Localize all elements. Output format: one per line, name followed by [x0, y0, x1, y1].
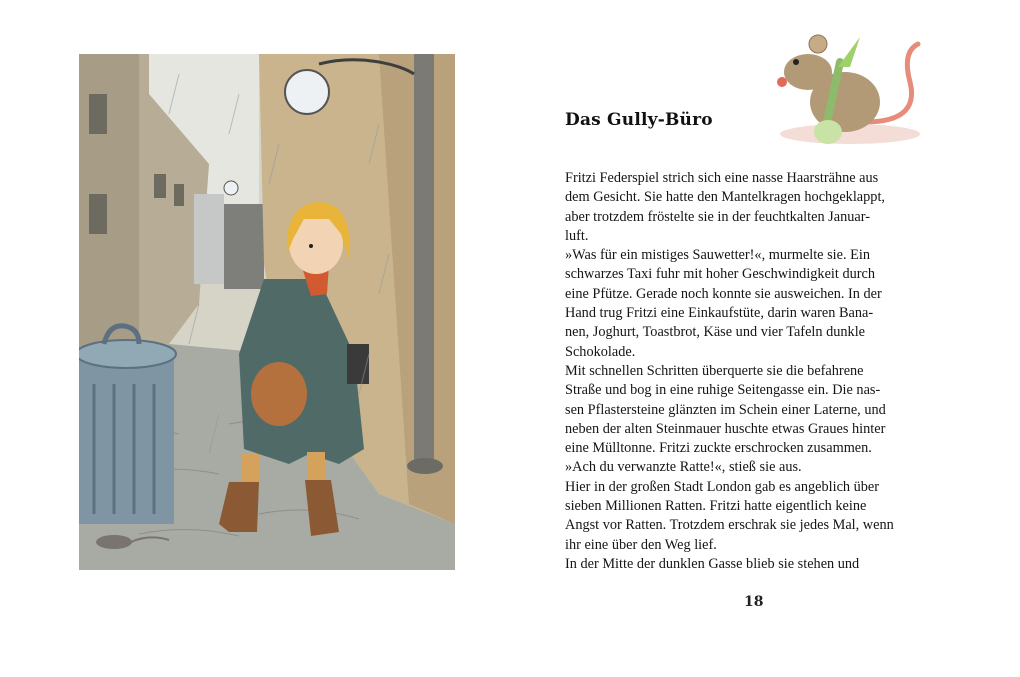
- text-line: aber trotzdem fröstelte sie in der feuchtkalten Januar-: [565, 208, 870, 225]
- alley-illustration: [79, 54, 455, 570]
- text-line: Mit schnellen Schritten überquerte sie die befahrene: [565, 362, 864, 379]
- text-line: Fritzi Federspiel strich sich eine nasse Haarsträhne aus: [565, 170, 879, 186]
- chapter-title: Das Gully-Büro: [565, 110, 713, 130]
- body-text: [565, 169, 945, 574]
- text-line: »Ach du verwanzte Ratte!«, stieß sie aus.: [565, 459, 802, 476]
- text-line: Hand trug Fritzi eine Einkaufstüte, darin waren Bana-: [565, 305, 874, 322]
- text-line: dem Gesicht. Sie hatte den Mantelkragen hochgeklappt,: [565, 189, 885, 206]
- text-line: luft.: [565, 227, 589, 244]
- text-line: neben der alten Steinmauer huschte etwas Graues hinter: [565, 420, 886, 437]
- page-number: 18: [744, 594, 764, 610]
- text-line: Hier in der großen Stadt London gab es angeblich über: [565, 478, 880, 495]
- text-line: »Was für ein mistiges Sauwetter!«, murmelte sie. Ein: [565, 247, 870, 264]
- text-line: nen, Joghurt, Toastbrot, Käse und vier Tafeln dunkle: [565, 324, 866, 341]
- text-line: sieben Millionen Ratten. Fritzi hatte eigentlich keine: [565, 498, 867, 515]
- text-line: schwarzes Taxi fuhr mit hoher Geschwindigkeit durch: [565, 266, 876, 283]
- text-line: eine Pfütze. Gerade noch konnte sie ausweichen. In der: [565, 285, 882, 302]
- text-line: eine Mülltonne. Fritzi zuckte erschrocken zusammen.: [565, 440, 872, 457]
- text-line: Angst vor Ratten. Trotzdem erschrak sie jedes Mal, wenn: [565, 517, 894, 534]
- text-line: Schokolade.: [565, 343, 636, 360]
- text-line: Straße und bog in eine ruhige Seitengasse ein. Die nas-: [565, 382, 881, 399]
- rat-vignette: [770, 22, 930, 152]
- text-line: ihr eine über den Weg lief.: [565, 536, 717, 553]
- text-line: In der Mitte der dunklen Gasse blieb sie stehen und: [565, 555, 860, 572]
- text-line: sen Pflastersteine glänzten im Schein einer Laterne, und: [565, 401, 886, 418]
